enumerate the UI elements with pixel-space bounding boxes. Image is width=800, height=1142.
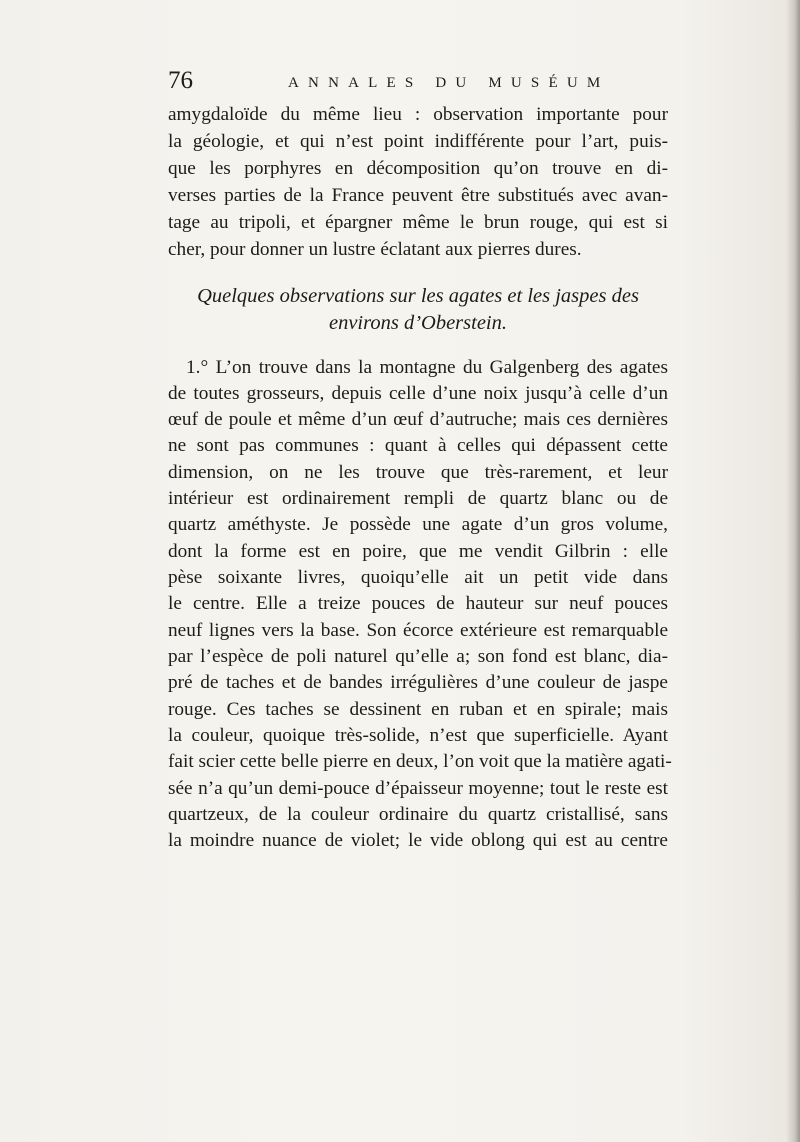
text-line: de toutes grosseurs, depuis celle d’une noix jusqu’à celle d’un xyxy=(168,383,668,404)
text-line: rouge. Ces taches se dessinent en ruban et en spirale; mais xyxy=(168,699,668,720)
text-line: pré de taches et de bandes irrégulières d’une couleur de jaspe xyxy=(168,672,668,693)
text-line: 1.° L’on trouve dans la montagne du Galgenberg des agates xyxy=(186,357,668,378)
text-line: amygdaloïde du même lieu : observation importante pour xyxy=(168,104,668,125)
text-line: fait scier cette belle pierre en deux, l’on voit que la matière agati- xyxy=(168,751,672,772)
text-line: dont la forme est en poire, que me vendit Gilbrin : elle xyxy=(168,541,668,562)
text-line: par l’espèce de poli naturel qu’elle a; son fond est blanc, dia- xyxy=(168,646,668,667)
text-line: quartzeux, de la couleur ordinaire du quartz cristallisé, sans xyxy=(168,804,668,825)
text-line: œuf de poule et même d’un œuf d’autruche; mais ces dernières xyxy=(168,409,668,430)
text-line: pèse soixante livres, quoiqu’elle ait un petit vide dans xyxy=(168,567,668,588)
journal-title: ANNALES DU MUSÉUM xyxy=(288,75,610,91)
text-line: la géologie, et qui n’est point indifférente pour l’art, puis- xyxy=(168,131,668,152)
text-line: ne sont pas communes : quant à celles qui dépassent cette xyxy=(168,435,668,456)
text-line: neuf lignes vers la base. Son écorce extérieure est remarquable xyxy=(168,620,668,641)
section-heading-line: environs d’Oberstein. xyxy=(328,312,507,334)
text-line: la moindre nuance de violet; le vide oblong qui est au centre xyxy=(168,830,668,851)
text-line: la couleur, quoique très-solide, n’est que superficielle. Ayant xyxy=(168,725,668,746)
page-edge-shadow xyxy=(786,0,800,1142)
text-line: sée n’a qu’un demi-pouce d’épaisseur moyenne; tout le reste est xyxy=(168,778,668,799)
page-number: 76 xyxy=(168,67,193,94)
text-line: que les porphyres en décomposition qu’on trouve en di- xyxy=(168,158,668,179)
text-line: verses parties de la France peuvent être substitués avec avan- xyxy=(168,185,668,206)
text-line: tage au tripoli, et épargner même le brun rouge, qui est si xyxy=(168,212,668,233)
text-line: intérieur est ordinairement rempli de quartz blanc ou de xyxy=(168,488,668,509)
text-line: cher, pour donner un lustre éclatant aux pierres dures. xyxy=(168,239,582,260)
text-line: quartz améthyste. Je possède une agate d’un gros volume, xyxy=(168,514,668,535)
text-line: dimension, on ne les trouve que très-rarement, et leur xyxy=(168,462,668,483)
text-line: le centre. Elle a treize pouces de hauteur sur neuf pouces xyxy=(168,593,668,614)
section-heading-line: Quelques observations sur les agates et les jaspes des xyxy=(197,285,639,307)
running-head xyxy=(168,66,668,100)
